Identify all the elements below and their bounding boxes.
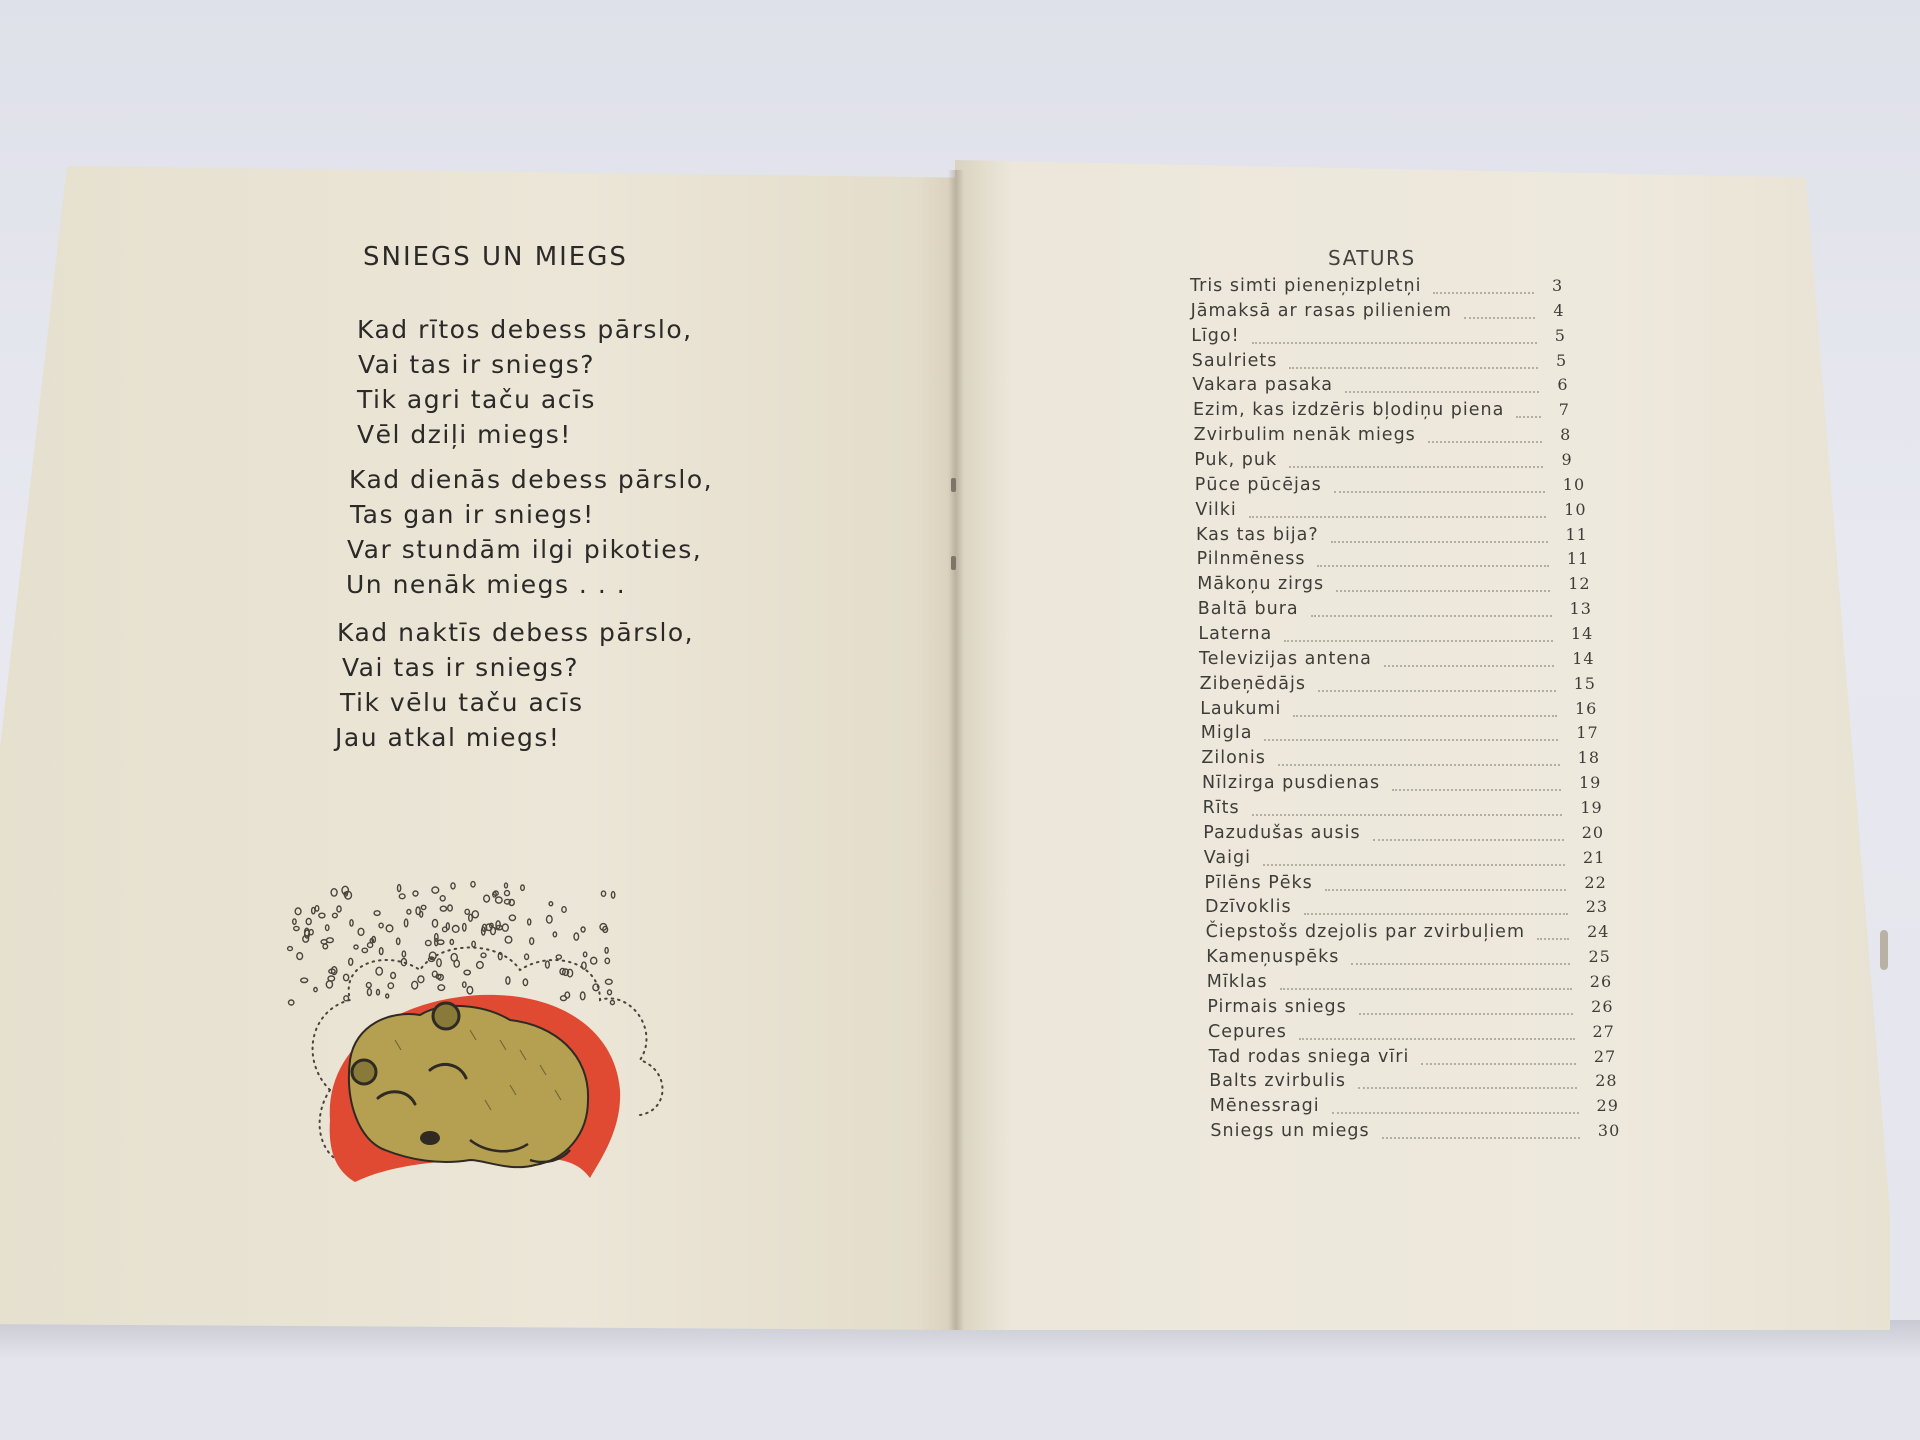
toc-entry-page: 29 xyxy=(1596,1096,1619,1116)
toc-entry-page: 14 xyxy=(1570,624,1594,643)
toc-leader-dots xyxy=(1264,729,1558,741)
toc-entry xyxy=(1210,1096,1640,1118)
toc-entry-page: 27 xyxy=(1592,1021,1615,1041)
toc-entry xyxy=(1198,624,1628,646)
snowflake xyxy=(418,976,424,983)
snowflake xyxy=(426,940,432,945)
toc-entry xyxy=(1200,674,1630,696)
snowflake xyxy=(323,944,328,949)
snowflake xyxy=(437,959,441,967)
snowflake xyxy=(477,962,484,969)
snowflake xyxy=(505,936,512,943)
snowflake xyxy=(404,919,407,927)
poem-line: Vai tas ir sniegs? xyxy=(358,350,595,379)
toc-entry-page: 10 xyxy=(1564,499,1587,519)
toc-entry xyxy=(1195,500,1625,522)
snowflake xyxy=(608,990,612,995)
toc-entry-title: Ezim, kas izdzēris bļodiņu piena xyxy=(1193,400,1505,421)
toc-entry-title: Čiepstošs dzejolis par zvirbuļiem xyxy=(1205,922,1525,943)
toc-entry-title: Vaigi xyxy=(1203,847,1251,868)
snowflake xyxy=(412,981,418,989)
toc-entry-page: 14 xyxy=(1572,648,1595,668)
toc-leader-dots xyxy=(1252,804,1563,816)
poem-stanza xyxy=(357,312,693,452)
staple xyxy=(951,556,956,570)
toc-leader-dots xyxy=(1373,829,1564,841)
snowflake xyxy=(294,926,299,930)
toc-entry-title: Līgo! xyxy=(1191,325,1240,346)
toc-entry-title: Rīts xyxy=(1202,798,1240,818)
toc-entry-title: Pilnmēness xyxy=(1196,549,1306,570)
toc-entry xyxy=(1206,947,1636,969)
snowflake xyxy=(496,921,500,929)
snowflake xyxy=(367,989,371,996)
toc-entry xyxy=(1201,723,1631,745)
toc-entry-title: Puk, puk xyxy=(1194,450,1278,470)
toc-leader-dots xyxy=(1263,854,1565,866)
toc-leader-dots xyxy=(1317,555,1548,567)
toc-leader-dots xyxy=(1289,456,1543,468)
toc-leader-dots xyxy=(1421,1053,1576,1065)
snowflake xyxy=(528,919,531,925)
snowflake xyxy=(502,924,508,931)
poem-line: Tas gan ir sniegs! xyxy=(350,500,595,529)
toc-entry xyxy=(1203,798,1633,820)
toc-entry xyxy=(1197,574,1627,596)
book-gutter xyxy=(948,170,964,1330)
snowflake xyxy=(379,923,383,928)
snowflake xyxy=(443,927,448,932)
snowflake xyxy=(549,902,553,906)
toc-entry xyxy=(1192,375,1622,397)
poem-line: Tik vēlu taču acīs xyxy=(340,688,584,717)
toc-entry-page: 12 xyxy=(1568,574,1591,594)
toc-entry-title: Vakara pasaka xyxy=(1192,375,1333,396)
toc-entry-title: Sniegs un miegs xyxy=(1210,1121,1370,1142)
snowflake xyxy=(386,994,389,998)
snowflake xyxy=(407,910,411,915)
snowflake xyxy=(471,882,475,887)
snowflake xyxy=(297,953,303,960)
snowflake xyxy=(556,955,561,959)
toc-entry-page: 19 xyxy=(1579,773,1602,793)
toc-entry-page: 13 xyxy=(1569,599,1592,619)
snowflake xyxy=(315,906,319,911)
snowflake xyxy=(314,988,317,992)
snowflake xyxy=(319,913,325,918)
toc-leader-dots xyxy=(1345,381,1539,393)
toc-leader-dots xyxy=(1278,754,1560,766)
toc-entry-page: 9 xyxy=(1561,450,1573,469)
toc-entry xyxy=(1209,1071,1639,1093)
toc-entry-title: Cepures xyxy=(1208,1021,1287,1042)
poem-line: Vai tas ir sniegs? xyxy=(342,653,579,682)
toc-entry xyxy=(1193,400,1623,422)
snowflake xyxy=(397,938,400,944)
snowflake xyxy=(293,919,296,924)
toc-leader-dots xyxy=(1332,1102,1579,1114)
toc-entry-title: Nīlzirga pusdienas xyxy=(1202,773,1381,794)
toc-leader-dots xyxy=(1358,1077,1577,1089)
snowflake xyxy=(452,926,459,933)
toc-entry-page: 10 xyxy=(1562,474,1586,494)
snowflake xyxy=(605,958,609,963)
table-of-contents xyxy=(1190,276,1630,1146)
snowflake xyxy=(374,911,380,916)
toc-entry xyxy=(1210,1121,1640,1143)
toc-entry-title: Pazudušas ausis xyxy=(1203,822,1361,843)
snowflake xyxy=(530,938,534,945)
toc-entry-page: 7 xyxy=(1558,400,1570,420)
toc-entry-title: Pīlēns Pēks xyxy=(1204,872,1313,893)
toc-leader-dots xyxy=(1384,655,1554,667)
toc-leader-dots xyxy=(1359,1003,1573,1015)
poem-line: Var stundām ilgi pikoties, xyxy=(347,535,703,564)
snowflake xyxy=(525,954,529,959)
snowflake xyxy=(413,891,418,896)
snowflake xyxy=(362,948,367,952)
snowflake xyxy=(432,920,437,928)
toc-leader-dots xyxy=(1325,879,1567,891)
toc-entry-page: 3 xyxy=(1552,276,1564,295)
toc-entry-page: 28 xyxy=(1595,1071,1618,1091)
poem-line: Vēl dziļi miegs! xyxy=(357,420,572,449)
snowflake xyxy=(484,895,490,902)
snowflake xyxy=(349,958,353,965)
toc-entry xyxy=(1208,1022,1638,1044)
toc-leader-dots xyxy=(1280,978,1572,990)
toc-entry-title: Vilki xyxy=(1195,499,1237,520)
toc-leader-dots xyxy=(1516,406,1540,418)
snowflake xyxy=(440,896,445,901)
toc-entry-page: 26 xyxy=(1589,972,1613,991)
toc-entry xyxy=(1192,351,1622,373)
snowflake xyxy=(402,951,405,957)
toc-entry-page: 11 xyxy=(1566,549,1590,569)
toc-entry-title: Dzīvoklis xyxy=(1205,897,1292,918)
toc-entry-title: Pirmais sniegs xyxy=(1207,996,1347,1017)
snowflake xyxy=(416,907,420,915)
snowflake xyxy=(306,918,311,924)
poem-line: Tik agri taču acīs xyxy=(357,385,596,414)
snowflake xyxy=(472,941,475,947)
snowflake xyxy=(547,916,553,924)
snowflake xyxy=(467,987,473,994)
toc-entry-title: Jāmaksā ar rasas pilieniem xyxy=(1190,300,1452,321)
toc-leader-dots xyxy=(1252,332,1537,344)
snowflake xyxy=(288,947,293,951)
toc-entry xyxy=(1207,972,1637,994)
toc-leader-dots xyxy=(1249,506,1546,518)
snowflake xyxy=(379,948,383,955)
toc-entry-title: Balts zvirbulis xyxy=(1209,1071,1346,1092)
snowflake xyxy=(399,894,405,899)
toc-entry-page: 30 xyxy=(1597,1121,1621,1141)
toc-entry-page: 20 xyxy=(1581,822,1605,842)
toc-entry xyxy=(1206,922,1636,944)
toc-entry-title: Mākoņu zirgs xyxy=(1197,574,1325,595)
snowflake xyxy=(523,979,527,986)
snowflake xyxy=(553,932,556,937)
toc-entry-page: 22 xyxy=(1584,872,1607,892)
snowflake xyxy=(301,978,308,982)
snowflake xyxy=(505,891,510,896)
toc-leader-dots xyxy=(1392,779,1561,791)
toc-leader-dots xyxy=(1334,481,1545,493)
snowflake xyxy=(491,927,496,934)
toc-entry-page: 5 xyxy=(1556,350,1568,370)
snowflake xyxy=(583,952,586,957)
snowflake xyxy=(463,923,466,931)
toc-leader-dots xyxy=(1299,1028,1575,1040)
snowflake xyxy=(464,970,470,975)
toc-entry-title: Zibeņēdājs xyxy=(1199,673,1306,694)
snowflake xyxy=(344,974,349,980)
toc-leader-dots xyxy=(1351,953,1570,965)
toc-entry-page: 26 xyxy=(1591,996,1614,1016)
toc-entry-title: Pūce pūcējas xyxy=(1194,474,1322,495)
snowflake xyxy=(331,889,337,896)
toc-entry xyxy=(1205,897,1635,919)
toc-entry-title: Migla xyxy=(1200,723,1253,744)
toc-leader-dots xyxy=(1304,903,1568,915)
toc-entry-title: Kas tas bija? xyxy=(1196,524,1319,545)
toc-entry xyxy=(1191,326,1621,348)
snowflake xyxy=(581,927,585,932)
snowflake xyxy=(611,892,614,899)
snowflake xyxy=(465,909,469,914)
toc-entry-title: Mēnessragi xyxy=(1209,1096,1320,1117)
toc-entry-page: 4 xyxy=(1553,300,1565,320)
poem-stanza xyxy=(346,462,714,602)
toc-leader-dots xyxy=(1318,680,1556,692)
toc-entry xyxy=(1196,525,1626,547)
toc-leader-dots xyxy=(1289,357,1538,369)
toc-entry-page: 27 xyxy=(1593,1046,1617,1066)
sleeping-bear-icon xyxy=(270,860,690,1190)
snowflake xyxy=(605,948,608,954)
snowflake xyxy=(435,939,438,946)
toc-entry xyxy=(1203,823,1633,845)
toc-entry-page: 11 xyxy=(1565,524,1588,544)
toc-leader-dots xyxy=(1293,705,1557,717)
snowflake xyxy=(421,905,426,909)
snowflake xyxy=(377,990,380,995)
snowflake xyxy=(496,897,503,903)
toc-entry-page: 6 xyxy=(1557,375,1569,395)
toc-entry xyxy=(1194,425,1624,447)
toc-leader-dots xyxy=(1284,630,1553,642)
toc-entry-title: Baltā bura xyxy=(1197,599,1299,620)
toc-entry-title: Laterna xyxy=(1198,624,1273,644)
snowflake xyxy=(450,940,453,945)
toc-leader-dots xyxy=(1331,531,1548,543)
poem-line: Jau atkal miegs! xyxy=(335,723,561,752)
toc-entry xyxy=(1191,301,1621,323)
toc-entry-page: 5 xyxy=(1554,325,1566,345)
toc-entry-title: Tris simti pieneņizpletņi xyxy=(1190,276,1422,296)
snowflake xyxy=(333,913,338,917)
snowflake xyxy=(440,906,446,911)
toc-entry-title: Saulriets xyxy=(1191,350,1278,371)
toc-leader-dots xyxy=(1311,605,1552,617)
toc-leader-dots xyxy=(1336,580,1550,592)
toc-entry xyxy=(1190,276,1620,298)
snowflake xyxy=(451,883,455,889)
toc-entry xyxy=(1202,773,1632,795)
toc-entry xyxy=(1209,1047,1639,1069)
snowflake xyxy=(605,979,612,984)
page-edge-mark xyxy=(1880,930,1888,970)
staple xyxy=(951,478,956,492)
snowflake xyxy=(289,1000,294,1005)
snowflake xyxy=(601,891,605,896)
snowflake xyxy=(562,907,566,913)
snowflake xyxy=(580,992,585,1000)
toc-entry xyxy=(1207,997,1637,1019)
snowflake xyxy=(574,933,579,940)
poem-line: Kad naktīs debess pārslo, xyxy=(337,618,695,647)
toc-entry-title: Tad rodas sniega vīri xyxy=(1208,1046,1410,1067)
poem-line: Kad dienās debess pārslo, xyxy=(349,465,714,494)
toc-leader-dots xyxy=(1537,928,1569,940)
toc-entry-page: 17 xyxy=(1576,723,1599,743)
toc-entry-page: 19 xyxy=(1580,798,1603,817)
toc-entry-title: Mīklas xyxy=(1206,972,1268,992)
snowflake xyxy=(546,961,550,968)
snowflake xyxy=(326,925,329,931)
toc-entry xyxy=(1195,475,1625,497)
snowflake xyxy=(481,953,486,957)
toc-entry-title: Zilonis xyxy=(1201,748,1266,769)
snowflake xyxy=(388,983,393,989)
toc-leader-dots xyxy=(1433,282,1534,294)
snowflake xyxy=(350,920,353,926)
snowflake xyxy=(506,977,510,984)
toc-entry xyxy=(1194,450,1624,472)
snowflake xyxy=(398,885,401,892)
snowflake xyxy=(610,1000,614,1004)
toc-entry-page: 18 xyxy=(1577,748,1600,768)
toc-entry-title: Televizijas antena xyxy=(1199,648,1372,669)
snowflake xyxy=(591,957,597,964)
toc-entry-title: Zvirbulim nenāk miegs xyxy=(1193,425,1416,446)
snowflake xyxy=(509,915,515,920)
toc-entry-page: 15 xyxy=(1573,673,1596,693)
toc-leader-dots xyxy=(1428,431,1542,443)
snowflake xyxy=(463,982,466,987)
poem-stanza xyxy=(337,615,694,755)
toc-entry xyxy=(1199,649,1629,671)
toc-entry xyxy=(1204,873,1634,895)
snowflake xyxy=(454,960,459,967)
toc-entry xyxy=(1201,748,1631,770)
snowflake xyxy=(312,907,315,913)
snowflake xyxy=(366,983,371,988)
snowflake xyxy=(354,945,358,949)
toc-leader-dots xyxy=(1382,1127,1580,1139)
toc-entry-page: 25 xyxy=(1588,947,1611,967)
snowflake xyxy=(326,981,332,988)
toc-entry-page: 16 xyxy=(1574,698,1598,718)
snowflake xyxy=(432,887,439,893)
contents-title: SATURS xyxy=(1328,246,1416,270)
poem-line: Un nenāk miegs . . . xyxy=(346,570,627,599)
snowflake xyxy=(337,906,341,912)
toc-leader-dots xyxy=(1464,307,1535,319)
toc-entry xyxy=(1197,549,1627,571)
snowflake xyxy=(391,973,396,979)
snowflake xyxy=(295,908,301,915)
snowflake xyxy=(472,911,478,918)
poem-title: SNIEGS UN MIEGS xyxy=(363,242,628,272)
poem-line: Kad rītos debess pārslo, xyxy=(357,315,693,344)
toc-entry xyxy=(1204,848,1634,870)
snowflake xyxy=(376,967,382,975)
snowflake xyxy=(505,883,508,888)
toc-entry-title: Kameņuspēks xyxy=(1206,947,1340,968)
toc-entry-page: 8 xyxy=(1560,425,1572,445)
toc-entry-page: 24 xyxy=(1587,922,1610,942)
snowflake xyxy=(386,925,393,932)
snowflake xyxy=(448,905,453,911)
toc-entry-page: 21 xyxy=(1583,847,1606,867)
toc-entry xyxy=(1198,599,1628,621)
toc-entry-page: 23 xyxy=(1585,897,1609,917)
snowflake xyxy=(438,985,445,991)
snowflake xyxy=(565,992,570,998)
snowflake xyxy=(521,885,525,890)
toc-entry-title: Laukumi xyxy=(1200,698,1282,719)
toc-entry xyxy=(1200,699,1630,721)
snowflake xyxy=(358,928,364,935)
